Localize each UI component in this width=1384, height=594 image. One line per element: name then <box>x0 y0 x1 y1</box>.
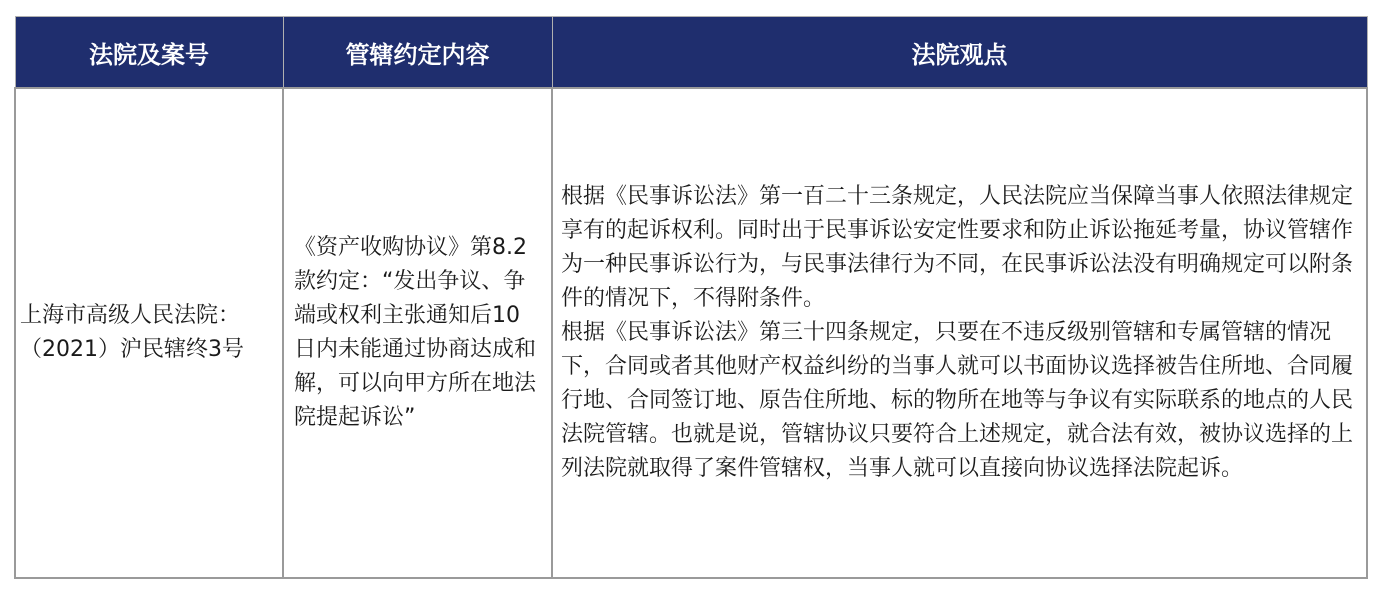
case-table <box>14 16 1368 579</box>
cell-agreement: 《资产收购协议》第8.2款约定：“发出争议、争端或权利主张通知后10日内未能通过协商达成和解，可以向甲方所在地法院提起诉讼” <box>283 88 552 578</box>
header-agreement: 管辖约定内容 <box>283 17 552 89</box>
header-row <box>15 17 1367 89</box>
cell-court-case: 上海市高级人民法院：（2021）沪民辖终3号 <box>15 88 283 578</box>
header-opinion: 法院观点 <box>552 17 1367 89</box>
table-row <box>15 88 1367 578</box>
opinion-paragraph: 根据《民事诉讼法》第一百二十三条规定，人民法院应当保障当事人依照法律规定享有的起诉权利。同时出于民事诉讼安定性要求和防止诉讼拖延考量，协议管辖作为一种民事诉讼行为，与民事法律行为不同，在民事诉讼法没有明确规定可以附条件的情况下，不得附条件。 <box>561 184 1354 311</box>
cell-opinion <box>552 88 1367 578</box>
opinion-paragraph: 根据《民事诉讼法》第三十四条规定，只要在不违反级别管辖和专属管辖的情况下，合同或者其他财产权益纠纷的当事人就可以书面协议选择被告住所地、合同履行地、合同签订地、原告住所地、标的物所在地等与争议有实际联系的地点的人民法院管辖。也就是说，管辖协议只要符合上述规定，就合法有效，被协议选择的上列法院就取得了案件管辖权，当事人就可以直接向协议选择法院起诉。 <box>561 320 1354 481</box>
header-court-case: 法院及案号 <box>15 17 283 89</box>
